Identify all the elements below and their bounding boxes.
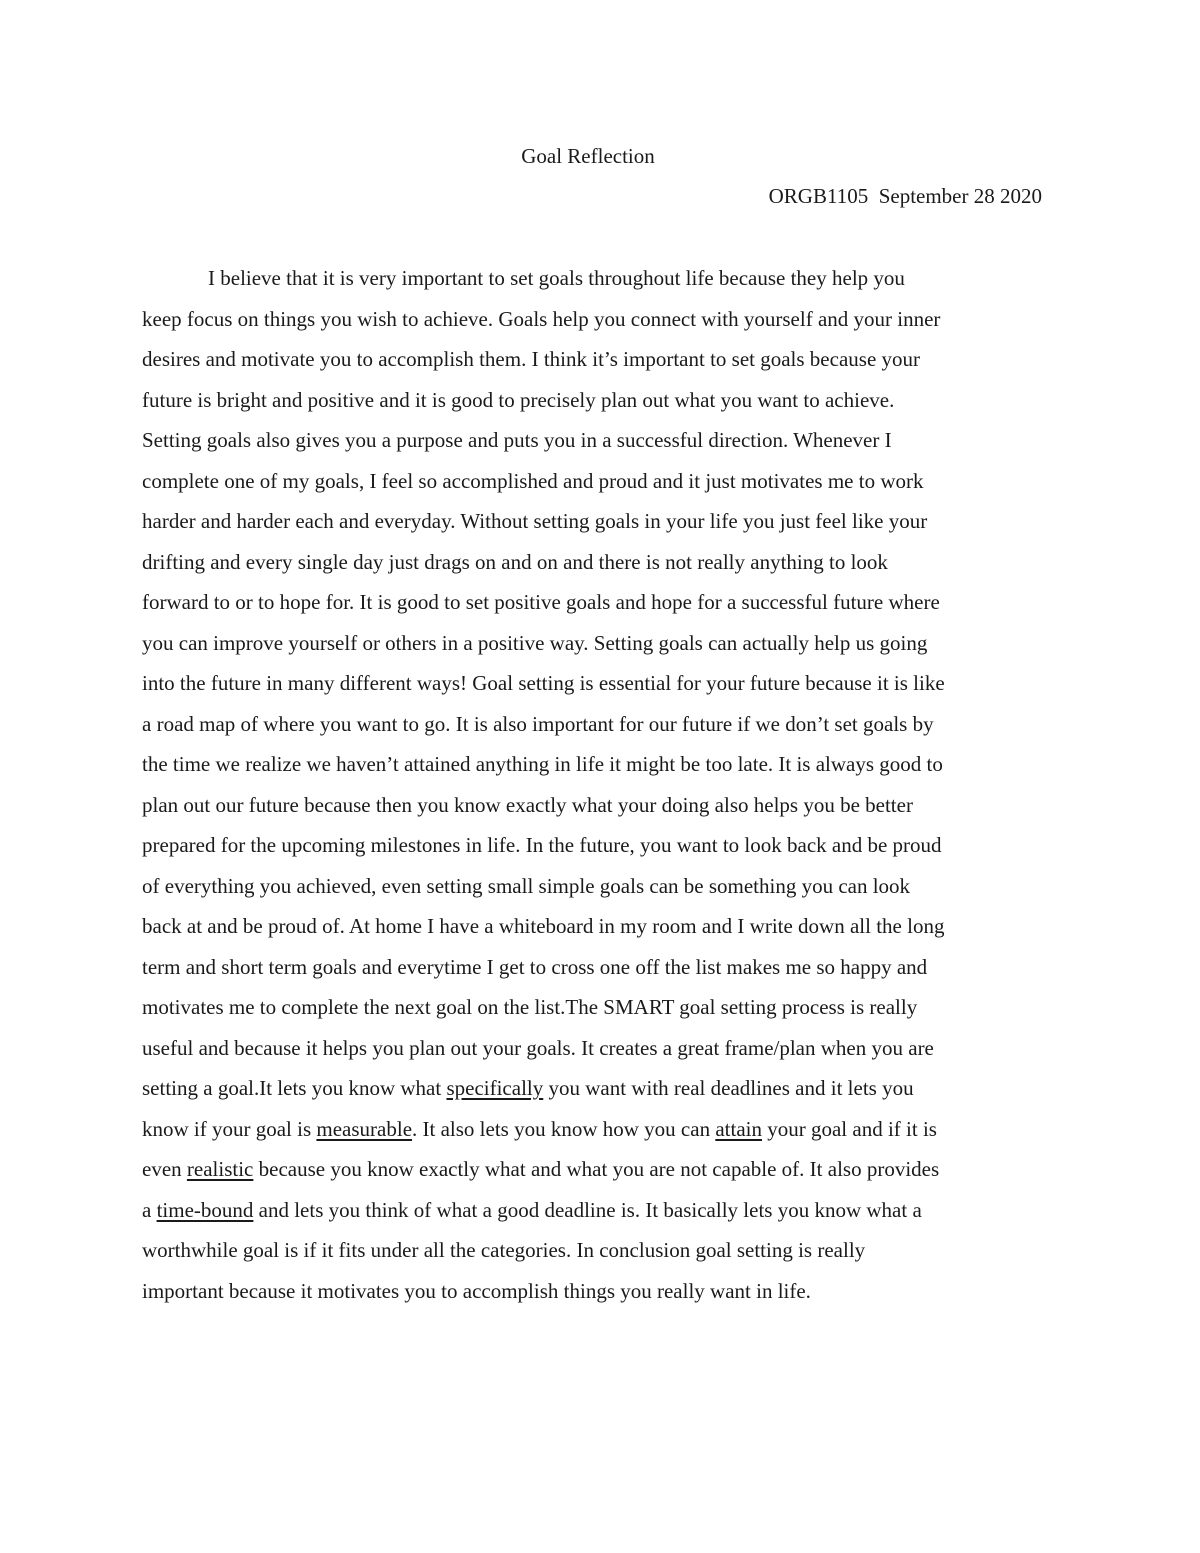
essay-text: a: [142, 1197, 157, 1222]
essay-line: into the future in many different ways! Goal setting is essential for your future because it is like: [142, 671, 945, 695]
essay-line: useful and because it helps you plan out your goals. It creates a great frame/plan when you are: [142, 1035, 934, 1060]
essay-line: keep focus on things you wish to achieve. Goals help you connect with yourself and your inner: [142, 306, 941, 331]
essay-text: know if your goal is: [142, 1116, 317, 1141]
essay-line: term and short term goals and everytime I get to cross one off the list makes me so happy and: [142, 954, 928, 979]
essay-line: complete one of my goals, I feel so accomplished and proud and it just motivates me to work: [142, 468, 924, 493]
essay-line: forward to or to hope for. It is good to set positive goals and hope for a successful future where: [142, 590, 940, 614]
essay-text: and lets you think of what a good deadline is. It basically lets you know what a: [253, 1197, 922, 1222]
essay-text: you want with real deadlines and it lets you: [543, 1076, 914, 1100]
essay-line: drifting and every single day just drags on and on and there is not really anything to look: [142, 549, 888, 574]
essay-line: [142, 1196, 922, 1224]
essay-line: I believe that it is very important to set goals throughout life because they help you: [208, 266, 905, 290]
document-title: Goal Reflection: [521, 144, 655, 168]
course-date-line: ORGB1105 September 28 2020: [768, 184, 1042, 208]
underlined-term: measurable: [316, 1116, 413, 1141]
essay-line: plan out our future because then you know exactly what your doing also helps you be better: [142, 792, 913, 817]
essay-text: even: [142, 1157, 187, 1181]
essay-line: worthwhile goal is if it fits under all the categories. In conclusion goal setting is really: [142, 1238, 866, 1262]
essay-line: future is bright and positive and it is good to precisely plan out what you want to achieve.: [142, 387, 895, 412]
essay-line: [142, 1115, 937, 1143]
essay-text: setting a goal.It lets you know what: [142, 1076, 447, 1100]
underlined-term: specifically: [446, 1076, 544, 1100]
essay-line: a road map of where you want to go. It is also important for our future if we don’t set goals by: [142, 711, 934, 736]
essay-text: your goal and if it is: [761, 1116, 937, 1141]
essay-line: prepared for the upcoming milestones in life. In the future, you want to look back and be proud: [142, 833, 942, 857]
essay-line: [142, 1074, 914, 1102]
essay-line: motivates me to complete the next goal on the list.The SMART goal setting process is really: [142, 995, 918, 1019]
essay-text: because you know exactly what and what you are not capable of. It also provides: [253, 1157, 940, 1181]
essay-line: [142, 1155, 939, 1183]
essay-text: . It also lets you know how you can: [412, 1116, 716, 1141]
essay-line: of everything you achieved, even setting small simple goals can be something you can look: [142, 873, 911, 898]
essay-line: desires and motivate you to accomplish them. I think it’s important to set goals because your: [142, 347, 921, 371]
underlined-term: time-bound: [156, 1197, 254, 1222]
essay-line: the time we realize we haven’t attained anything in life it might be too late. It is always good to: [142, 752, 943, 776]
underlined-term: realistic: [186, 1157, 254, 1181]
essay-line: you can improve yourself or others in a positive way. Setting goals can actually help us going: [142, 630, 928, 655]
essay-line: harder and harder each and everyday. Without setting goals in your life you just feel like your: [142, 509, 928, 533]
essay-line: back at and be proud of. At home I have a whiteboard in my room and I write down all the long: [142, 914, 945, 938]
essay-line: important because it motivates you to accomplish things you really want in life.: [142, 1278, 811, 1303]
underlined-term: attain: [715, 1116, 762, 1141]
essay-line: Setting goals also gives you a purpose and puts you in a successful direction. Whenever I: [142, 428, 892, 452]
